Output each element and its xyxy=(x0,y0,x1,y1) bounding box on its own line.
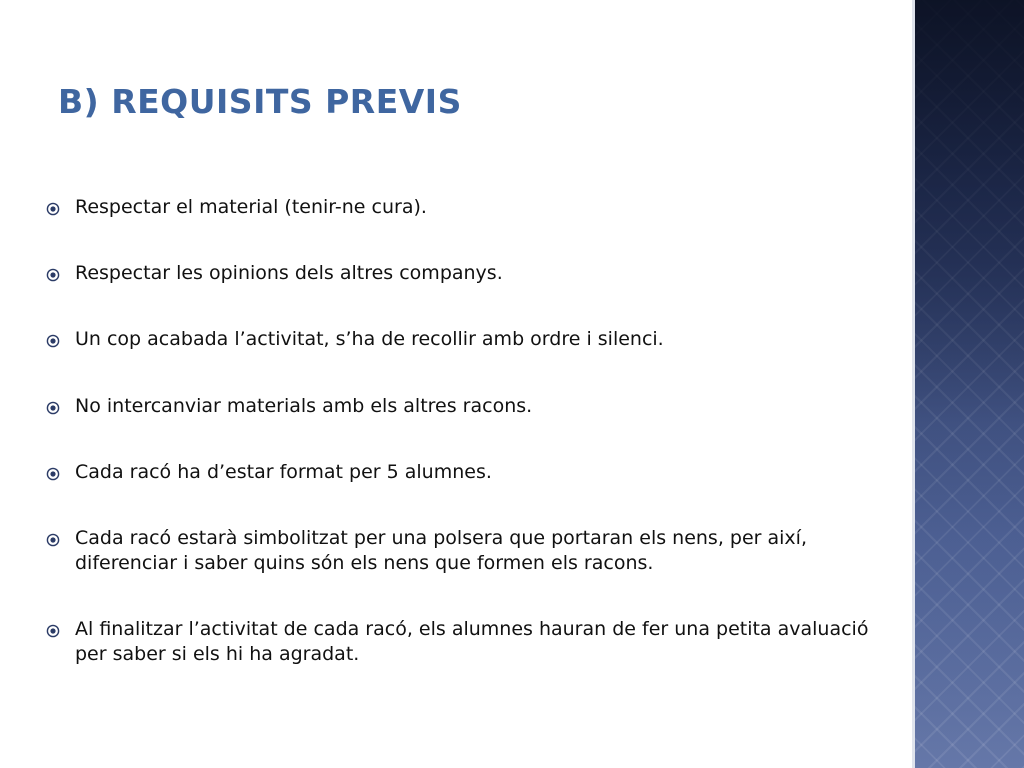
bullet-text: Cada racó ha d’estar format per 5 alumnes. xyxy=(75,461,492,483)
bullet-item xyxy=(46,195,896,220)
circle-dot-icon xyxy=(46,268,60,282)
circle-dot-icon xyxy=(46,467,60,481)
side-panel-edge xyxy=(912,0,915,768)
circle-dot-icon xyxy=(46,401,60,415)
bullet-text: Respectar el material (tenir-ne cura). xyxy=(75,196,427,218)
slide-title: B) REQUISITS PREVIS xyxy=(58,82,462,121)
circle-dot-icon xyxy=(46,533,60,547)
circle-dot-icon xyxy=(46,334,60,348)
circle-dot-icon xyxy=(46,624,60,638)
bullet-text: Al finalitzar l’activitat de cada racó, els alumnes hauran de fer una petita avaluació per saber si els hi ha agradat. xyxy=(75,618,869,665)
bullet-item xyxy=(46,327,896,352)
bullet-text: Cada racó estarà simbolitzat per una polsera que portaran els nens, per així, diferenciar i saber quins són els nens que formen els racons. xyxy=(75,527,807,574)
bullet-text: Respectar les opinions dels altres companys. xyxy=(75,262,503,284)
bullet-text: Un cop acabada l’activitat, s’ha de recollir amb ordre i silenci. xyxy=(75,328,664,350)
bullet-item xyxy=(46,394,896,419)
bullet-item xyxy=(46,460,896,485)
circle-dot-icon xyxy=(46,202,60,216)
bullet-text: No intercanviar materials amb els altres racons. xyxy=(75,395,533,417)
bullet-item xyxy=(46,261,896,286)
bullet-item xyxy=(46,526,896,576)
bullet-item xyxy=(46,617,896,667)
decorative-side-panel xyxy=(912,0,1024,768)
